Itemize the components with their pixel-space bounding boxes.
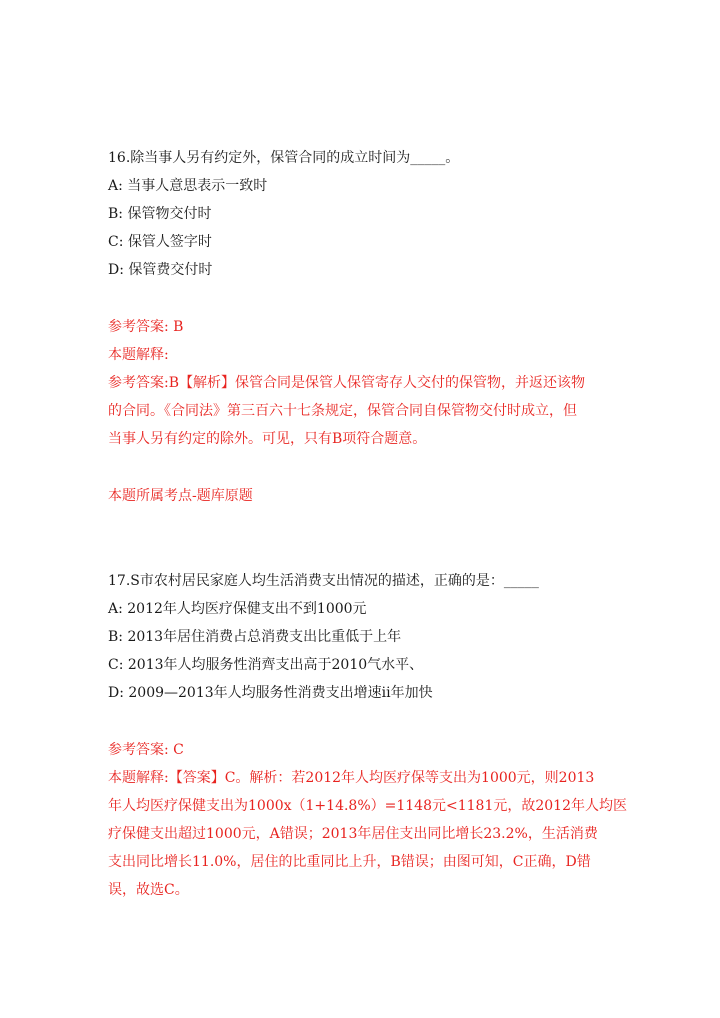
question-16-option-d: D: 保管费交付时 <box>108 262 213 278</box>
question-16-stem: 16.除当事人另有约定外，保管合同的成立时间为_____。 <box>108 150 460 166</box>
question-17-explanation-line: 误，故选C。 <box>108 882 189 898</box>
question-16-category: 本题所属考点-题库原题 <box>108 488 253 504</box>
question-16-option-b: B: 保管物交付时 <box>108 206 212 222</box>
question-17-option-d: D: 2009—2013年人均服务性消费支出增速ii年加快 <box>108 685 433 701</box>
question-17-option-c: C: 2013年人均服务性消齊支出高于2010气水平、 <box>108 657 424 673</box>
question-17-explanation-line: 支出同比增长11.0%，居住的比重同比上升，B错误；由图可知，C正确，D错 <box>108 854 591 870</box>
question-16-explanation-line: 当事人另有约定的除外。可见，只有B项符合题意。 <box>108 431 427 447</box>
question-16-answer: 参考答案: B <box>108 319 184 335</box>
question-16-option-a: A: 当事人意思表示一致时 <box>108 178 268 194</box>
question-16-explanation-label: 本题解释: <box>108 347 169 363</box>
question-16-explanation-line: 的合同。《合同法》第三百六十七条规定，保管合同自保管物交付时成立，但 <box>108 403 577 419</box>
question-17-option-b: B: 2013年居住消费占总消费支出比重低于上年 <box>108 629 402 645</box>
question-17-answer: 参考答案: C <box>108 742 184 758</box>
question-17-explanation-line: 本题解释:【答案】C。解析：若2012年人均医疗保等支出为1000元，则2013 <box>108 770 595 786</box>
question-17-explanation-line: 疗保健支出超过1000元，A错误；2013年居住支出同比增长23.2%，生活消费 <box>108 826 598 842</box>
question-17-explanation-line: 年人均医疗保健支出为1000x（1+14.8%）=1148元<1181元，故2012年人均医 <box>108 798 627 814</box>
question-16-explanation-line: 参考答案:B【解析】保管合同是保管人保管寄存人交付的保管物，并返还该物 <box>108 375 586 391</box>
question-17-option-a: A: 2012年人均医疗保健支出不到1000元 <box>108 601 367 617</box>
question-17-stem: 17.S市农村居民家庭人均生活消费支出情况的描述，正确的是：_____ <box>108 573 539 589</box>
question-16-option-c: C: 保管人签字时 <box>108 234 212 250</box>
